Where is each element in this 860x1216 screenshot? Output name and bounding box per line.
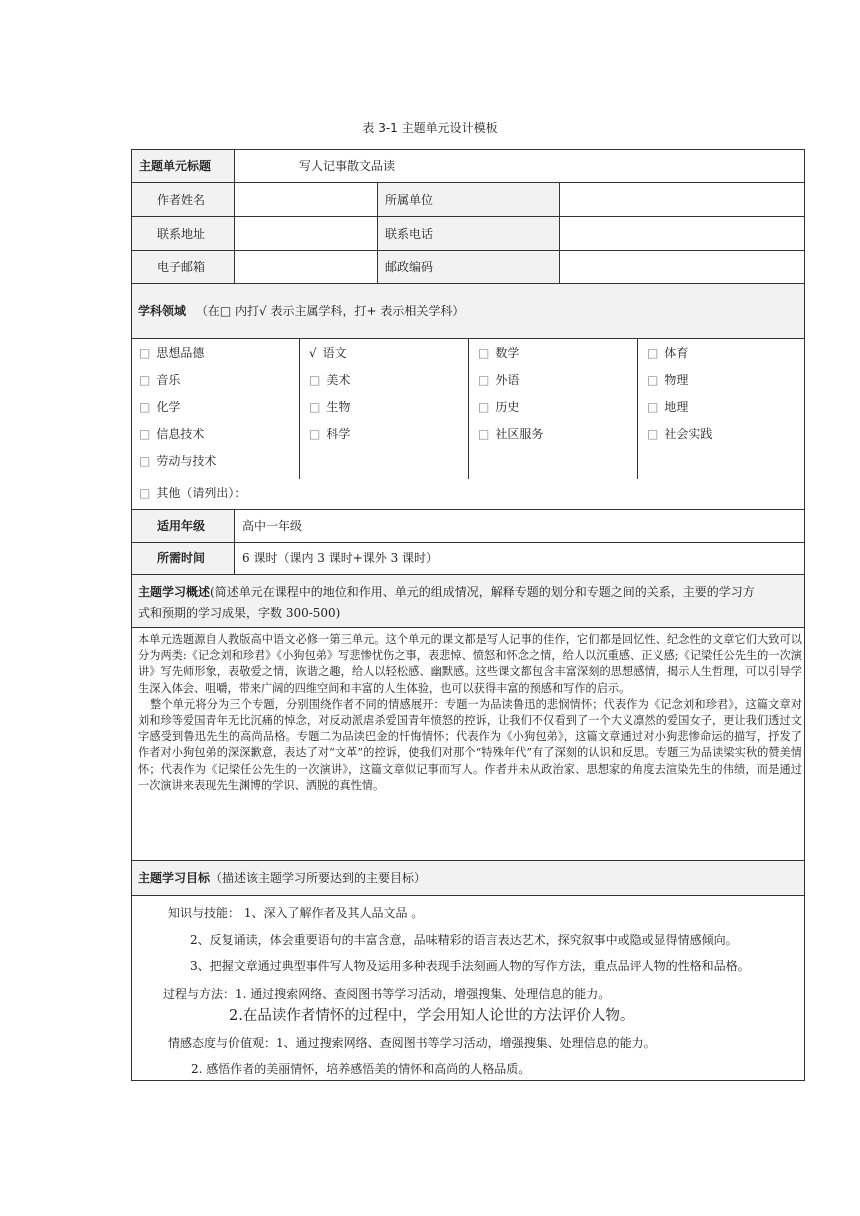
subject-option[interactable] (478, 426, 543, 442)
subject-option[interactable] (309, 345, 347, 361)
time-value[interactable]: 6 课时（课内 3 课时+课外 3 课时） (242, 551, 439, 565)
goals-heading-row (138, 870, 426, 886)
checkbox-icon: □ (478, 427, 490, 441)
subject-label: 化学 (156, 400, 181, 414)
row-divider (131, 216, 805, 217)
overview-heading: 主题学习概述 (138, 585, 211, 599)
subject-label: 社区服务 (495, 427, 544, 441)
checkbox-icon: □ (478, 346, 490, 360)
subject-option[interactable] (309, 399, 350, 415)
subject-label: 社会实践 (664, 427, 713, 441)
subject-option[interactable] (139, 372, 180, 388)
subject-label: 美术 (326, 373, 351, 387)
column-divider (637, 339, 638, 479)
row-divider (131, 182, 805, 183)
checkbox-icon: □ (139, 486, 151, 500)
goal-line: 3、把握文章通过典型事件写人物及运用多种表现手法刻画人物的写作方法，重点品评人物的性格和品格。 (190, 959, 750, 973)
goal-line: 知识与技能： 1、深入了解作者及其人品文品 。 (168, 906, 424, 920)
checkbox-icon: □ (309, 373, 321, 387)
column-divider (299, 339, 300, 479)
checkbox-icon: □ (139, 400, 151, 414)
subject-label: 语文 (322, 346, 347, 360)
goal-line: 2、反复诵读，体会重要语句的丰富含意，品味精彩的语言表达艺术，探究叙事中或隐或显得情感倾向。 (190, 933, 738, 947)
row-divider (131, 509, 805, 510)
goal-line: 情感态度与价值观：1、通过搜索网络、查阅图书等学习活动，增强搜集、处理信息的能力。 (168, 1036, 656, 1050)
subject-option[interactable] (647, 345, 688, 361)
checkbox-icon: □ (647, 427, 659, 441)
subject-option[interactable] (647, 399, 688, 415)
goal-line: 2. 感悟作者的美丽情怀，培养感悟美的情怀和高尚的人格品质。 (191, 1062, 531, 1076)
subject-option[interactable] (139, 453, 216, 469)
row-divider (131, 627, 805, 628)
row-divider (131, 860, 805, 861)
subject-option[interactable] (478, 345, 519, 361)
subject-label: 历史 (495, 400, 520, 414)
row-divider (131, 542, 805, 543)
goal-line: 2.在品读作者情怀的过程中，学会用知人论世的方法评价人物。 (229, 1008, 635, 1024)
postcode-label: 邮政编码 (385, 260, 434, 274)
overview-desc-line1: (简述单元在课程中的地位和作用、单元的组成情况，解释专题的划分和专题之间的关系，主要的学习方 (210, 585, 755, 599)
subject-label: 地理 (664, 400, 689, 414)
subject-heading: 学科领域 (138, 304, 187, 318)
subject-label: 物理 (664, 373, 689, 387)
subject-note: （在□ 内打√ 表示主属学科，打+ 表示相关学科） (195, 304, 465, 318)
checkbox-icon: □ (478, 373, 490, 387)
row-divider (131, 574, 805, 575)
check-mark-icon: √ (309, 346, 317, 360)
goals-heading: 主题学习目标 (138, 871, 211, 885)
column-divider (559, 183, 560, 283)
phone-label: 联系电话 (385, 227, 434, 241)
org-label: 所属单位 (385, 193, 434, 207)
overview-heading-line1 (138, 584, 755, 600)
unit-title-value[interactable]: 写人记事散文品读 (299, 159, 396, 173)
column-divider (234, 150, 235, 283)
checkbox-icon: □ (309, 427, 321, 441)
row-divider (131, 283, 805, 284)
grade-label: 适用年级 (157, 519, 206, 533)
subject-option[interactable] (139, 345, 204, 361)
subject-option[interactable] (478, 399, 519, 415)
overview-desc-line2: 式和预期的学习成果，字数 300-500) (138, 606, 341, 620)
subject-label: 体育 (664, 346, 689, 360)
subject-option[interactable] (139, 426, 204, 442)
subject-option[interactable] (309, 426, 350, 442)
row-divider (131, 895, 805, 896)
overview-paragraph: 本单元选题源自人教版高中语文必修一第三单元。这个单元的课文都是写人记事的佳作，它们都是回忆性、纪念性的文章它们大致可以分为两类:《记念刘和珍君》《小狗包弟》写悲惨忧伤之事，表悲悼、愤怒和怀念之情，给人以沉重感、正义感;《记梁任公先生的一次演讲》写先师形象，表敬爱之情，诙谐之趣，给人以轻松感、幽默感。这些课文都包含丰富深刻的思想感情，揭示人生哲理，可以引导学生深入体会、咀嚼，带来广阔的四维空间和丰富的人生体验，也可以获得丰富的预感和写作的启示。 (138, 633, 802, 695)
column-divider (468, 339, 469, 479)
subject-label: 信息技术 (156, 427, 205, 441)
time-label: 所需时间 (157, 551, 206, 565)
goals-note: （描述该主题学习所要达到的主要目标） (210, 871, 427, 885)
checkbox-icon: □ (478, 400, 490, 414)
checkbox-icon: □ (139, 427, 151, 441)
subject-label: 外语 (495, 373, 520, 387)
subject-option[interactable] (647, 426, 712, 442)
goal-line: 过程与方法：1. 通过搜索网络、查阅图书等学习活动，增强搜集、处理信息的能力。 (163, 987, 611, 1001)
subject-heading-row (138, 303, 464, 319)
checkbox-icon: □ (139, 373, 151, 387)
subject-other-option[interactable] (139, 485, 246, 501)
checkbox-icon: □ (309, 400, 321, 414)
column-divider (377, 183, 378, 283)
subject-label: 音乐 (156, 373, 181, 387)
address-label: 联系地址 (157, 227, 206, 241)
row-divider (131, 250, 805, 251)
subject-label: 思想品德 (156, 346, 205, 360)
subject-option[interactable] (478, 372, 519, 388)
checkbox-icon: □ (139, 346, 151, 360)
overview-paragraph: 整个单元将分为三个专题，分别围绕作者不同的情感展开：专题一为品读鲁迅的悲悯情怀；代表作为《记念刘和珍君》，这篇文章对刘和珍等爱国青年无比沉痛的悼念，对反动派虐杀爱国青年愤怒的控诉，让我们不仅看到了一个大义凛然的爱国女子，更让我们透过文字感受到鲁迅先生的高尚品格。专题二为品读巴金的忏悔情怀；代表作为《小狗包弟》，这篇文章通过对小狗悲惨命运的描写，抒发了作者对小狗包弟的深深歉意，表达了对“文革”的控诉，使我们对那个“特殊年代”有了深刻的认识和反思。专题三为品读梁实秋的赞美情怀；代表作为《记梁任公先生的一次演讲》，这篇文章似记事而写人。作者并未从政治家、思想家的角度去渲染先生的伟绩，而是通过一次演讲来表现先生渊博的学识、洒脱的真性情。 (138, 697, 802, 792)
overview-body[interactable] (138, 632, 802, 794)
subject-option[interactable] (647, 372, 688, 388)
page-title: 表 3-1 主题单元设计模板 (362, 121, 498, 135)
column-divider (234, 510, 235, 574)
checkbox-icon: □ (647, 400, 659, 414)
checkbox-icon: □ (647, 373, 659, 387)
subject-label: 劳动与技术 (156, 454, 217, 468)
grade-value[interactable]: 高中一年级 (242, 519, 303, 533)
subject-label: 数学 (495, 346, 520, 360)
subject-option[interactable] (139, 399, 180, 415)
author-label: 作者姓名 (157, 193, 206, 207)
email-label: 电子邮箱 (157, 260, 206, 274)
subject-option[interactable] (309, 372, 350, 388)
subject-label: 科学 (326, 427, 351, 441)
subject-label: 生物 (326, 400, 351, 414)
checkbox-icon: □ (139, 454, 151, 468)
unit-title-label: 主题单元标题 (139, 159, 212, 173)
checkbox-icon: □ (647, 346, 659, 360)
subject-other-label: 其他（请列出）： (156, 486, 247, 500)
